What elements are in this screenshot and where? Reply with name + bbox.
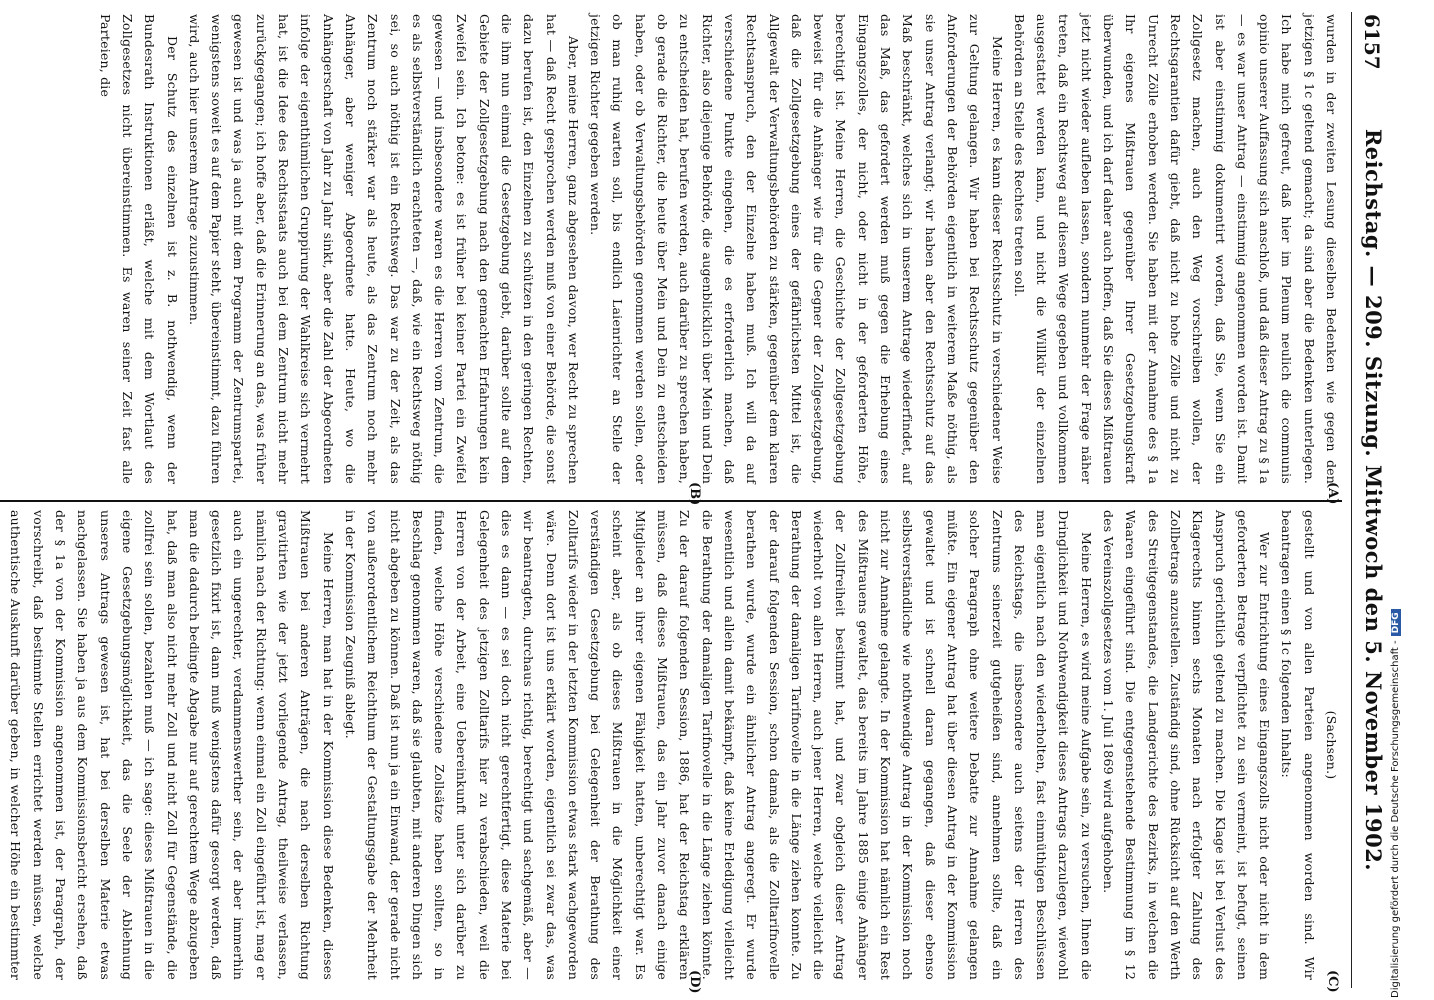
margin-mark-c: (C) (1325, 970, 1340, 993)
left-column (93, 14, 1342, 484)
margin-mark-a: (A) (1325, 482, 1340, 505)
digitization-note (1390, 10, 1401, 998)
margin-mark-b: (B) (687, 482, 702, 506)
speaker-continuation: (Sachsen.) (1324, 710, 1339, 780)
page-title: Reichstag. — 209. Sitzung. Mittwoch den 5. November 1902. (1361, 128, 1386, 872)
quoted-motion: Wer zur Entrichtung eines Eingangszolls nicht oder nicht in dem geforderten Betrage verpflichtet zu sein vermeint, ist befugt, seinen Anspruch gerichtlich geltend zu machen. Die Klage ist bei Verlust des Klagerechts binnen sechs Monaten nach erfolgter Zahlung des Zollbetrags anzustellen. Zuständig sind, ohne Rücksicht auf den Werth des Streitgegenstandes, die Landgerichte des Bezirks, in welchen die Waaren eingeführt sind. Die entgegenstehende Bestimmung im § 12 des Vereinszollgesetzes vom 1. Juli 1869 wird aufgehoben. (1101, 510, 1273, 980)
dfg-logo: DFG (1391, 609, 1401, 636)
paragraph: Aber, meine Herren, ganz abgesehen davon, wer Recht zu sprechen hat — daß Recht gesprochen werden muß von einer Behörde, die sonst dazu berufen ist, den Einzelnen zu schützen in den geringen Rechten, die ihm nun einmal die Gesetzgebung giebt, darüber sollte auf dem Gebiete der Zollgesetzgebung nach den gemachten Erfahrungen kein Zweifel sein. Ich betone: es ist früher bei keiner Partei ein Zweifel gewesen — und insbesondere waren es die Herren vom Zentrum, die es als selbstverständlich erachteten —, daß, wie ein Rechtsweg nöthig sei, so auch nöthig ist ein Rechtsweg. Das war zu der Zeit, als das Zentrum noch stärker war als heute, als das Zentrum noch mehr Anhänger, aber weniger Abgeordnete hatte. Heute, wo die Anhängerschaft von Jahr zu Jahr sinkt, aber die Zahl der Abgeordneten infolge der eigenthümlichen Gruppirung der Wahlkreise sich vermehrt hat, ist die Idee des Rechtsstaats auch bei dem Zentrum nicht mehr zurückgegangen; ich hoffe aber, daß die Erinnerung an das, was früher gewesen ist und was ja auch mit dem Programm der Zentrumspartei, wenigstens soweit es auf dem Papier steht, übereinstimmt, dazu führen wird, auch hier unserem Antrage zuzustimmen. (186, 14, 581, 484)
paragraph: Meine Herren, es kann dieser Rechtsschutz in verschiedener Weise zur Geltung gelangen. Wir haben bei Rechtsschutz gegenüber den Anforderungen der Behörden eigentlich in weiterem Maße nöthig, als sie unser Antrag verlangt; wir haben aber den Rechtsschutz auf das Maß beschränkt, welches sich in unserem Antrage wiederfindet, auf das Maß, das gefordert werden muß gegen die Erhebung eines Eingangszolles, der nicht, oder nicht in der geforderten Höhe, berechtigt ist. Meine Herren, die Geschichte der Zollgesetzgebung beweist für die Anhänger wie für die Gegner der Zollgesetzgebung, daß die Zollgesetzgebung eines der gefährlichsten Mittel ist, die Allgewalt der Verwaltungsbehörden zu stärken, gegenüber dem klaren Rechtsanspruch, den der Einzelne haben muß. Ich will da auf verschiedene Punkte eingehen, die es erforderlich machen, daß Richter, also diejenige Behörde, die augenblicklich über Mein und Dein zu entscheiden hat, berufen werden, auch darüber zu sprechen haben, ob gerade die Richter, die heute über Mein und Dein zu entscheiden haben, oder ob Verwaltungsbehörden genommen werden sollen, oder ob man ruhig warten soll, bis endlich Laienrichter an Stelle der jetzigen Richter gegeben werden. (588, 14, 1005, 484)
paragraph: Meine Herren, man hat in der Kommission diese Bedenken, dieses Mißtrauen bei anderen Anträgen, die nach derselben Richtung gravitirten wie der jetzt vorliegende Antrag, theilweise verlassen, nämlich nach der Richtung: wenn einmal ein Zoll eingeführt ist, mag er auch ein ungerechter, verdammenswerther sein, der aber immerhin gesetzlich fixirt ist, dann muß wenigstens dafür gesorgt werden, daß man die dadurch bedingte Abgabe nur auf gerechtem Wege abzugeben hat, daß man also nicht mehr Zoll und nicht Zoll für Gegenstände, die zollfrei sein sollen, bezahlen muß — ich sage: dieses Mißtrauen in die eigene Gesetzgebungsmöglichkeit, das die Seele der Ablehnung unseres Antrags gewesen ist, hat bei derselben Materie etwas nachgelassen. Sie haben ja aus dem Kommissionsbericht ersehen, daß der § 1a von der Kommission angenommen ist, der Paragraph, der vorschreibt, daß bestimmte Stellen errichtet werden müssen, welche authentische Auskunft darüber geben, in welcher Höhe ein bestimmter (8, 510, 336, 980)
paragraph: Meine Herren, es wird meine Aufgabe sein, zu versuchen, Ihnen die Dringlichkeit und Nothwendigkeit dieses Antrags darzulegen, wiewohl man eigentlich nach den wiederholten, fast einmüthigen Beschlüssen des Reichstags, die insbesondere auch seitens der Herren des Zentrums seinerzeit gutgeheißen sind, annehmen sollte, daß ein solcher Paragraph ohne weitere Debatte zur Annahme gelangen müßte. Ein eigener Antrag hat über diesen Antrag in der Kommission gewaltet und ist schnell daran gegangen, daß dieser ebenso selbstverständliche wie nothwendige Antrag in der Kommission noch nicht zur Annahme gelangte. In der Kommission hat nämlich ein Rest des Mißtrauens gewaltet, das bereits im Jahre 1885 einige Anhänger der Zollfreiheit bestimmt hat, und zwar obgleich dieser Antrag wiederholt von allen Herren, auch jener Herren, welche vielleicht die Berathung der damaligen Tarifnovelle in die Länge ziehen konnte. Zu der darauf folgenden Session, schon damals, als die Zolltarifnovelle berathen wurde, wurde ein ähnlicher Antrag angeregt. Er wurde wesentlich und allein damit bekämpft, daß keine Erledigung vielleicht die Berathung der damaligen Tarifnovelle in die Länge ziehen könnte. Zu der darauf folgenden Session, 1886, hat der Reichstag erklären müssen, daß dieses Mißtrauen, das ein Jahr zuvor danach einige Mitglieder an ihrer eigenen Fähigkeit hatten, unberechtigt war. Es scheint aber, als ob dieses Mißtrauen in die Möglichkeit einer verständigen Gesetzgebung bei Gelegenheit der Berathung des Zolltarifs wieder in der letzten Kommission etwas stark wachgeworden wäre. Denn dort ist uns erklärt worden, eigentlich sei zwar das, was wir beantragten, durchaus richtig, berechtigt und sachgemäß, aber — dies es dann — es sei doch nicht gerechtfertigt, diese Materie bei Gelegenheit des jetzigen Zolltarifs hier zu verabschieden, weil die Herren von der Arbeit, eine Uebereinkunft unter sich darüber zu finden, welche Höhe verschiedene Zollsätze haben sollten, so in Beschlag genommen waren, daß sie glaubten, mit anderen Dingen sich nicht abgeben zu können. Daß ist nun ja ein Einwand, der gerade nicht von außerordentlichem Reichthum der Gestaltungsgabe der Mehrheit in der Kommission Zeugniß ablegt. (342, 510, 1094, 980)
right-column (0, 510, 1342, 980)
column-divider (0, 500, 1342, 502)
newspaper-page (0, 8, 1392, 992)
margin-mark-d: (D) (687, 970, 702, 994)
paragraph: gestellt und von allen Parteien angenommen worden sind. Wir beantragen einen § 1c folgenden Inhalts: (1279, 510, 1317, 980)
digitization-note-text: Digitalisierung gefördert durch die Deutsche Forschungsgemeinschaft - (1390, 640, 1401, 998)
page-number: 6157 (1360, 14, 1384, 70)
paragraph: wurden in der zweiten Lesung dieselben Bedenken wie gegen den jetzigen § 1c geltend gemacht; da sind aber die Bedenken unterlegen. Ich habe mich gefreut, daß hier im Plenum neulich die communis opinio unserer Auffassung sich anschloß, und daß dieser Antrag zu § 1a — es war unser Antrag — einstimmig angenommen worden ist. Damit ist aber einstimmig dokumentirt worden, daß Sie, wenn Sie ein Zollgesetz machen, auch den Weg vorschreiben wollen, der Rechtsgarantien dafür giebt, daß nicht zu hohe Zölle und nicht zu Unrecht Zölle erhoben werden. Sie haben mit der Annahme des § 1a Ihr eigenes Mißtrauen gegenüber Ihrer Gesetzgebungskraft überwunden, und ich darf daher auch hoffen, daß Sie dieses Mißtrauen jetzt nicht wieder aufleben lassen, sondern nunmehr der Frage näher treten, daß ein Rechtsweg auf diesem Wege gegeben und vollkommen ausgestattet werden kann, und nicht die Willkür der einzelnen Behörden an Stelle des Rechtes treten soll. (1011, 14, 1339, 484)
paragraph: Der Schutz des einzelnen ist z. B. nothwendig, wenn der Bundesrath Instruktionen erläßt, welche mit dem Wortlaut des Zollgesetzes nicht übereinstimmen. Es waren seiner Zeit fast alle Parteien, die (97, 14, 180, 484)
header-rule (1351, 12, 1352, 988)
page-header (1352, 8, 1392, 992)
